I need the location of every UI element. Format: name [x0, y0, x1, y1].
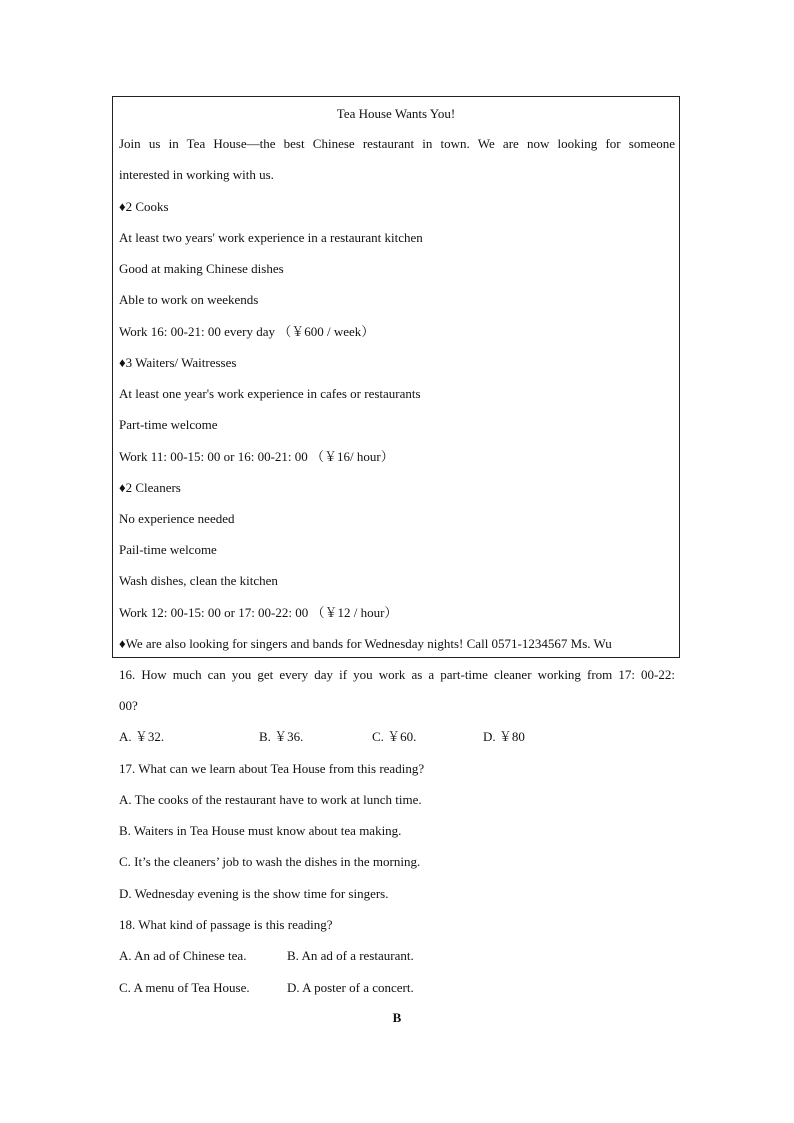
waiters-hours: Work 11: 00-15: 00 or 16: 00-21: 00 （￥16/ hour） — [119, 449, 394, 464]
ad-footer: ♦We are also looking for singers and bands for Wednesday nights! Call 0571-1234567 Ms. Wu — [119, 636, 612, 651]
ad-intro-line-2: interested in working with us. — [119, 167, 274, 182]
cleaners-hours: Work 12: 00-15: 00 or 17: 00-22: 00 （￥12 / hour） — [119, 605, 398, 620]
question-18-option-a: A. An ad of Chinese tea. — [119, 948, 247, 963]
question-18-stem: 18. What kind of passage is this reading? — [119, 917, 333, 932]
question-18-option-d: D. A poster of a concert. — [287, 980, 414, 995]
question-17-stem: 17. What can we learn about Tea House from this reading? — [119, 761, 425, 776]
question-16-stem-continued: 00? — [119, 698, 138, 713]
question-18-option-c: C. A menu of Tea House. — [119, 980, 250, 995]
question-17-option-a: A. The cooks of the restaurant have to work at lunch time. — [119, 792, 422, 807]
question-17-option-b: B. Waiters in Tea House must know about tea making. — [119, 823, 402, 838]
question-16-option-d: D. ￥80 — [483, 729, 525, 744]
question-17-option-d: D. Wednesday evening is the show time for singers. — [119, 886, 389, 901]
cooks-hours: Work 16: 00-21: 00 every day （￥600 / week） — [119, 324, 375, 339]
question-16-option-b: B. ￥36. — [259, 729, 304, 744]
waiters-requirement: Part-time welcome — [119, 417, 218, 432]
section-label: B — [392, 1010, 402, 1025]
ad-title: Tea House Wants You! — [336, 106, 456, 121]
question-16-option-c: C. ￥60. — [372, 729, 417, 744]
question-16-stem: 16. How much can you get every day if you work as a part-time cleaner working from 17: 00-22: — [119, 667, 675, 682]
ad-intro-line-1: Join us in Tea House—the best Chinese restaurant in town. We are now looking for someone — [119, 136, 675, 151]
cooks-requirement: Good at making Chinese dishes — [119, 261, 284, 276]
waiters-heading: ♦3 Waiters/ Waitresses — [119, 355, 237, 370]
job-ad-box — [112, 96, 680, 658]
cleaners-requirement: Wash dishes, clean the kitchen — [119, 573, 278, 588]
cooks-heading: ♦2 Cooks — [119, 199, 169, 214]
question-18-option-b: B. An ad of a restaurant. — [287, 948, 414, 963]
cooks-requirement: Able to work on weekends — [119, 292, 259, 307]
cleaners-requirement: No experience needed — [119, 511, 235, 526]
cleaners-heading: ♦2 Cleaners — [119, 480, 181, 495]
waiters-requirement: At least one year's work experience in cafes or restaurants — [119, 386, 421, 401]
question-17-option-c: C. It’s the cleaners’ job to wash the dishes in the morning. — [119, 854, 421, 869]
cooks-requirement: At least two years' work experience in a restaurant kitchen — [119, 230, 423, 245]
cleaners-requirement: Pail-time welcome — [119, 542, 217, 557]
question-16-option-a: A. ￥32. — [119, 729, 165, 744]
